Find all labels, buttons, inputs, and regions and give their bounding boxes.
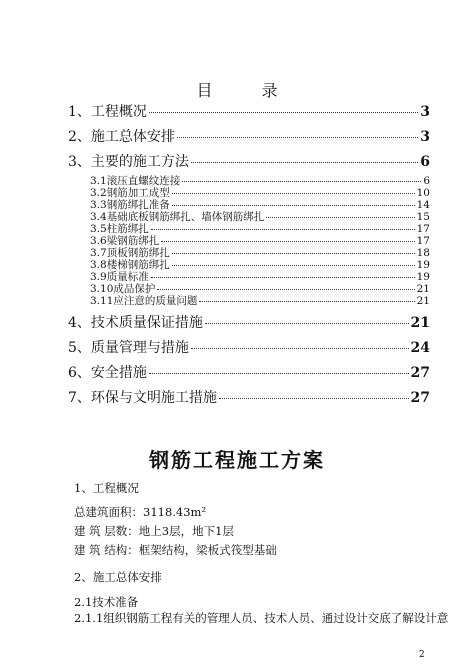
toc-leader — [191, 348, 409, 349]
toc-entry[interactable] — [68, 362, 430, 382]
toc-entry-page: 21 — [410, 315, 430, 331]
toc-entry[interactable] — [68, 151, 430, 171]
toc-leader — [191, 162, 418, 163]
toc-entry-label: 3.11应注意的质量问题 — [90, 295, 198, 307]
toc-entry-page: 17 — [416, 223, 430, 235]
toc-entry-label: 7、环保与文明施工措施 — [68, 390, 217, 406]
section-heading: 2、施工总体安排 — [74, 570, 162, 584]
toc-entry-label: 3.10成品保护 — [90, 283, 156, 295]
toc-entry-page: 19 — [416, 259, 430, 271]
toc-entry-label: 3.8楼梯钢筋绑扎 — [90, 259, 170, 271]
toc-leader — [205, 323, 409, 324]
toc-entry-page: 6 — [420, 154, 430, 170]
page-number: 2 — [419, 650, 425, 660]
toc-entry-label: 1、工程概况 — [68, 104, 147, 120]
body-text-line: 建 筑 层数：地上3层，地下1层 — [74, 524, 234, 538]
toc-entry-label: 4、技术质量保证措施 — [68, 315, 203, 331]
toc-entry[interactable] — [68, 126, 430, 146]
toc-entry-page: 21 — [416, 283, 430, 295]
toc-leader — [177, 137, 418, 138]
toc-entry[interactable] — [68, 101, 430, 121]
toc-entry-page: 27 — [410, 390, 430, 406]
toc-entry-label: 5、质量管理与措施 — [68, 340, 189, 356]
toc-entry-page: 17 — [416, 235, 430, 247]
subsection-heading: 2.1技术准备 — [74, 595, 139, 609]
toc-entry-page: 27 — [410, 365, 430, 381]
toc-leader — [149, 112, 418, 113]
toc-leader — [172, 253, 415, 254]
document-title: 钢筋工程施工方案 — [149, 448, 325, 472]
toc-entry-label: 3.1滚压直螺纹连接 — [90, 175, 181, 187]
toc-entry-label: 2、施工总体安排 — [68, 129, 175, 145]
toc-entry-label: 3.4基础底板钢筋绑扎、墙体钢筋绑扎 — [90, 211, 265, 223]
toc-entry-page: 3 — [420, 129, 430, 145]
toc-leader — [151, 229, 415, 230]
toc-entry-page: 21 — [416, 295, 430, 307]
toc-leader — [172, 265, 415, 266]
toc-entry-label: 6、安全措施 — [68, 365, 147, 381]
toc-leader — [182, 181, 421, 182]
toc-leader — [157, 289, 414, 290]
toc-leader — [266, 217, 414, 218]
toc-title: 目 录 — [196, 81, 300, 100]
toc-subentry[interactable] — [90, 293, 430, 308]
toc-entry-page: 6 — [423, 175, 430, 187]
body-text-line: 总建筑面积：3118.43m² — [74, 505, 207, 519]
toc-entry-page: 24 — [410, 340, 430, 356]
toc-entry-page: 18 — [416, 247, 430, 259]
toc-leader — [161, 241, 414, 242]
toc-entry-page: 15 — [416, 211, 430, 223]
toc-entry-label: 3、主要的施工方法 — [68, 154, 189, 170]
toc-entry[interactable] — [68, 337, 430, 357]
toc-entry-page: 14 — [416, 199, 430, 211]
toc-leader — [219, 398, 409, 399]
toc-entry-label: 3.9质量标准 — [90, 271, 149, 283]
toc-leader — [172, 193, 415, 194]
toc-leader — [151, 277, 415, 278]
toc-leader — [172, 205, 415, 206]
toc-entry-label: 3.5柱筋绑扎 — [90, 223, 149, 235]
toc-entry-page: 10 — [416, 187, 430, 199]
toc-entry[interactable] — [68, 312, 430, 332]
toc-entry-label: 3.2钢筋加工成型 — [90, 187, 170, 199]
toc-leader — [149, 373, 409, 374]
section-heading: 1、工程概况 — [74, 481, 139, 495]
toc-entry-label: 3.6梁钢筋绑扎 — [90, 235, 160, 247]
body-text-line: 建 筑 结构：框架结构，梁板式筏型基础 — [74, 543, 277, 557]
toc-entry-page: 3 — [420, 104, 430, 120]
toc-entry[interactable] — [68, 387, 430, 407]
toc-entry-label: 3.3钢筋绑扎准备 — [90, 199, 170, 211]
toc-entry-label: 3.7顶板钢筋绑扎 — [90, 247, 170, 259]
toc-entry-page: 19 — [416, 271, 430, 283]
toc-leader — [199, 301, 414, 302]
body-text-line: 2.1.1组织钢筋工程有关的管理人员、技术人员、通过设计交底了解设计意 — [74, 611, 449, 625]
